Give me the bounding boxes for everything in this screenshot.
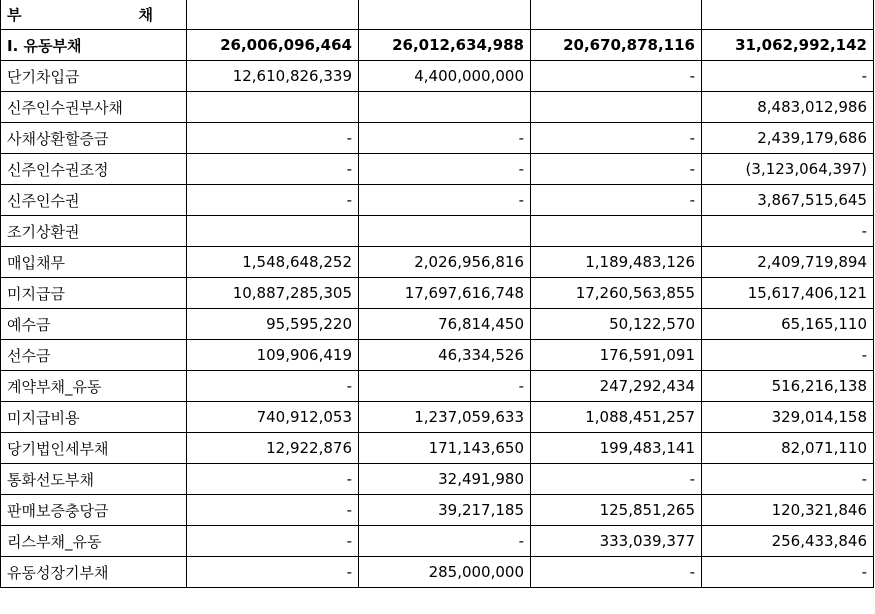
row-label-cell[interactable]: 신주인수권부사채 — [1, 92, 187, 123]
row-label-cell[interactable]: 미지급비용 — [1, 402, 187, 433]
value-cell-col2[interactable]: - — [359, 371, 531, 402]
value-cell-col4[interactable]: 3,867,515,645 — [702, 185, 874, 216]
value-cell-col3[interactable]: 176,591,091 — [531, 340, 702, 371]
table-row — [1, 92, 874, 123]
value-cell-col4[interactable]: - — [702, 557, 874, 588]
table-row — [1, 30, 874, 61]
value-cell-col1[interactable]: - — [187, 464, 359, 495]
value-cell-col4[interactable]: 8,483,012,986 — [702, 92, 874, 123]
row-label-cell[interactable]: 판매보증충당금 — [1, 495, 187, 526]
value-cell-col1[interactable]: 109,906,419 — [187, 340, 359, 371]
value-cell-col1[interactable]: 10,887,285,305 — [187, 278, 359, 309]
value-cell-col1[interactable]: - — [187, 123, 359, 154]
row-label-cell[interactable]: 리스부채_유동 — [1, 526, 187, 557]
value-cell-col1[interactable]: - — [187, 185, 359, 216]
value-cell-col2[interactable]: 1,237,059,633 — [359, 402, 531, 433]
table-row — [1, 464, 874, 495]
table-row — [1, 154, 874, 185]
row-label-cell[interactable]: 미지급금 — [1, 278, 187, 309]
value-cell-col3[interactable]: 125,851,265 — [531, 495, 702, 526]
value-cell-col1[interactable]: - — [187, 526, 359, 557]
value-cell-col3[interactable] — [531, 216, 702, 247]
value-cell-col2[interactable]: - — [359, 526, 531, 557]
value-cell-col3[interactable]: 333,039,377 — [531, 526, 702, 557]
value-cell-col1[interactable]: - — [187, 154, 359, 185]
row-label-cell[interactable]: 조기상환권 — [1, 216, 187, 247]
row-label-cell[interactable]: 통화선도부채 — [1, 464, 187, 495]
value-cell-col4[interactable]: - — [702, 61, 874, 92]
value-cell-col2[interactable]: 285,000,000 — [359, 557, 531, 588]
value-cell-col4[interactable]: 31,062,992,142 — [702, 30, 874, 61]
table-row — [1, 278, 874, 309]
header-empty-cell[interactable] — [531, 0, 702, 30]
table-row — [1, 371, 874, 402]
row-label-cell[interactable]: 매입채무 — [1, 247, 187, 278]
value-cell-col3[interactable]: 1,088,451,257 — [531, 402, 702, 433]
value-cell-col4[interactable]: - — [702, 340, 874, 371]
value-cell-col3[interactable]: 17,260,563,855 — [531, 278, 702, 309]
value-cell-col3[interactable] — [531, 92, 702, 123]
header-row — [1, 0, 874, 30]
value-cell-col4[interactable]: 329,014,158 — [702, 402, 874, 433]
table-row — [1, 526, 874, 557]
value-cell-col2[interactable]: 17,697,616,748 — [359, 278, 531, 309]
header-empty-cell[interactable] — [187, 0, 359, 30]
value-cell-col3[interactable]: 247,292,434 — [531, 371, 702, 402]
value-cell-col1[interactable] — [187, 216, 359, 247]
table-row — [1, 433, 874, 464]
value-cell-col4[interactable]: - — [702, 216, 874, 247]
value-cell-col2[interactable]: 46,334,526 — [359, 340, 531, 371]
value-cell-col2[interactable]: - — [359, 123, 531, 154]
value-cell-col2[interactable]: - — [359, 154, 531, 185]
value-cell-col1[interactable]: - — [187, 371, 359, 402]
row-label-cell[interactable]: 계약부채_유동 — [1, 371, 187, 402]
value-cell-col1[interactable]: 26,006,096,464 — [187, 30, 359, 61]
value-cell-col2[interactable]: 171,143,650 — [359, 433, 531, 464]
value-cell-col3[interactable]: - — [531, 557, 702, 588]
table-row — [1, 61, 874, 92]
value-cell-col4[interactable]: (3,123,064,397) — [702, 154, 874, 185]
value-cell-col4[interactable]: 516,216,138 — [702, 371, 874, 402]
value-cell-col2[interactable]: 26,012,634,988 — [359, 30, 531, 61]
value-cell-col2[interactable]: 32,491,980 — [359, 464, 531, 495]
row-label-cell[interactable]: 신주인수권 — [1, 185, 187, 216]
header-empty-cell[interactable] — [702, 0, 874, 30]
table-row — [1, 247, 874, 278]
row-label-cell[interactable]: 신주인수권조정 — [1, 154, 187, 185]
value-cell-col4[interactable]: 2,439,179,686 — [702, 123, 874, 154]
value-cell-col4[interactable]: - — [702, 464, 874, 495]
table-row — [1, 340, 874, 371]
value-cell-col3[interactable]: 50,122,570 — [531, 309, 702, 340]
value-cell-col3[interactable]: 20,670,878,116 — [531, 30, 702, 61]
value-cell-col3[interactable]: - — [531, 185, 702, 216]
row-label-cell[interactable]: I. 유동부채 — [1, 30, 187, 61]
value-cell-col1[interactable]: - — [187, 557, 359, 588]
value-cell-col3[interactable]: - — [531, 154, 702, 185]
value-cell-col4[interactable]: 120,321,846 — [702, 495, 874, 526]
value-cell-col2[interactable]: 2,026,956,816 — [359, 247, 531, 278]
value-cell-col4[interactable]: 2,409,719,894 — [702, 247, 874, 278]
row-label-cell[interactable]: 예수금 — [1, 309, 187, 340]
value-cell-col4[interactable]: 256,433,846 — [702, 526, 874, 557]
table-row — [1, 402, 874, 433]
value-cell-col1[interactable]: - — [187, 495, 359, 526]
table-row — [1, 185, 874, 216]
value-cell-col2[interactable]: 4,400,000,000 — [359, 61, 531, 92]
row-label-cell[interactable]: 선수금 — [1, 340, 187, 371]
value-cell-col4[interactable]: 15,617,406,121 — [702, 278, 874, 309]
value-cell-col2[interactable] — [359, 92, 531, 123]
value-cell-col3[interactable]: - — [531, 61, 702, 92]
value-cell-col2[interactable] — [359, 216, 531, 247]
value-cell-col4[interactable]: 82,071,110 — [702, 433, 874, 464]
value-cell-col3[interactable]: 199,483,141 — [531, 433, 702, 464]
table-body — [1, 0, 874, 588]
value-cell-col1[interactable]: 95,595,220 — [187, 309, 359, 340]
value-cell-col1[interactable]: 1,548,648,252 — [187, 247, 359, 278]
section-header-char-2: 채 — [138, 5, 153, 24]
value-cell-col4[interactable]: 65,165,110 — [702, 309, 874, 340]
table-row — [1, 309, 874, 340]
value-cell-col1[interactable] — [187, 92, 359, 123]
table-row — [1, 216, 874, 247]
value-cell-col2[interactable]: - — [359, 185, 531, 216]
value-cell-col2[interactable]: 76,814,450 — [359, 309, 531, 340]
section-header-char-1: 부 — [7, 5, 22, 24]
row-label-cell[interactable]: 단기차입금 — [1, 61, 187, 92]
value-cell-col3[interactable]: - — [531, 123, 702, 154]
header-empty-cell[interactable] — [359, 0, 531, 30]
value-cell-col1[interactable]: 12,922,876 — [187, 433, 359, 464]
value-cell-col2[interactable]: 39,217,185 — [359, 495, 531, 526]
value-cell-col1[interactable]: 12,610,826,339 — [187, 61, 359, 92]
value-cell-col1[interactable]: 740,912,053 — [187, 402, 359, 433]
row-label-cell[interactable]: 당기법인세부채 — [1, 433, 187, 464]
row-label-cell[interactable]: 사채상환할증금 — [1, 123, 187, 154]
section-header-cell[interactable] — [1, 0, 187, 30]
table-row — [1, 123, 874, 154]
table-row — [1, 495, 874, 526]
table-row — [1, 557, 874, 588]
row-label-cell[interactable]: 유동성장기부채 — [1, 557, 187, 588]
value-cell-col3[interactable]: 1,189,483,126 — [531, 247, 702, 278]
value-cell-col3[interactable]: - — [531, 464, 702, 495]
